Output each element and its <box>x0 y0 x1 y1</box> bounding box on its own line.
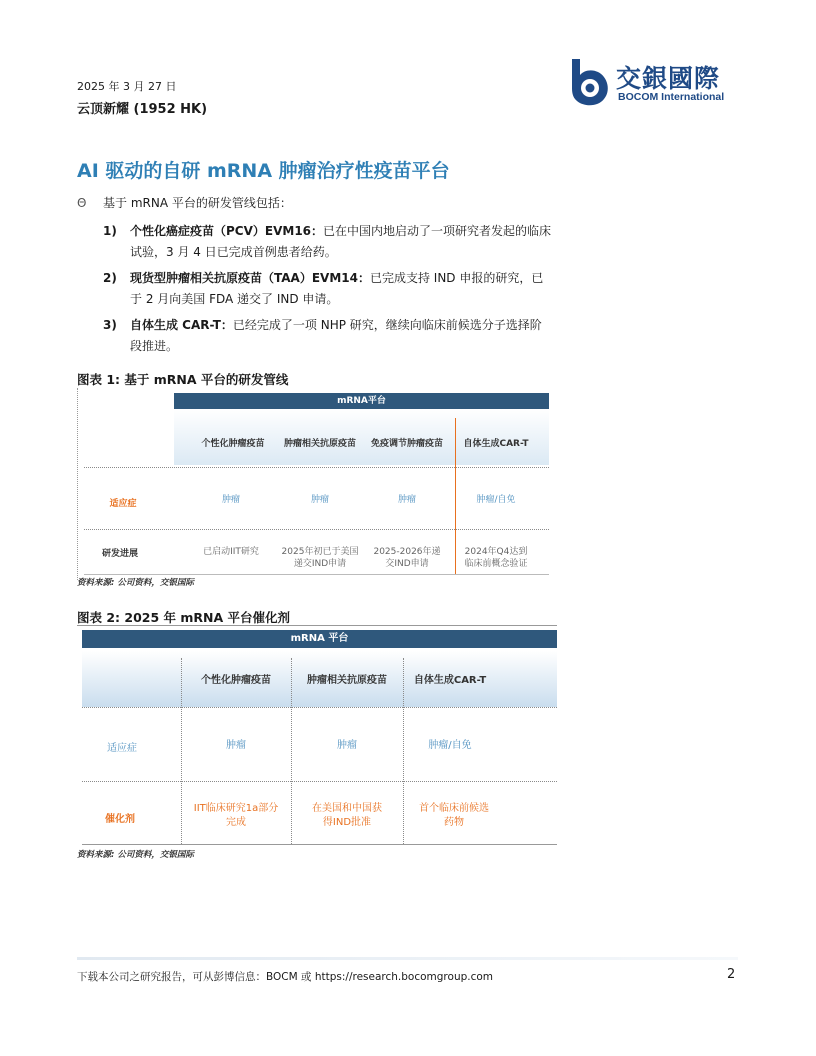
item-text: 已在中国内地启动了一项研究者发起的临床试验，3 月 4 日已完成首例患者给药。 <box>130 224 552 259</box>
catalyst-line: IIT临床研究1a部分 <box>193 803 279 814</box>
figure1-indication-cell: 肿瘤 <box>221 495 240 505</box>
figure1-platform-header: mRNA平台 <box>174 393 549 409</box>
bullet-icon: Θ <box>77 196 87 210</box>
item-heading: 个性化癌症疫苗（PCV）EVM16： <box>130 224 324 238</box>
bocom-logo <box>568 57 748 109</box>
figure1-col-header: 肿瘤相关抗原疫苗 <box>283 439 356 449</box>
figure2-col-header: 自体生成CAR-T <box>413 675 487 686</box>
figure2-catalyst-cell <box>182 802 290 830</box>
catalyst-line: 完成 <box>226 817 246 828</box>
figure1-source: 资料来源: 公司资料，交银国际 <box>77 578 194 588</box>
item-number: 2) <box>103 271 117 285</box>
figure2-platform-header: mRNA 平台 <box>82 630 557 648</box>
progress-line: 临床前概念验证 <box>464 559 528 569</box>
figure1-progress-cell <box>361 546 453 570</box>
figure2-catalyst-cell <box>404 802 504 830</box>
item-number: 1) <box>103 224 117 238</box>
pipeline-item <box>103 221 553 263</box>
item-heading: 现货型肿瘤相关抗原疫苗（TAA）EVM14： <box>130 271 370 285</box>
logo-english-name: BOCOM International <box>618 91 725 103</box>
catalyst-line: 首个临床前候选 <box>419 803 489 814</box>
progress-line: 交IND申请 <box>385 559 429 569</box>
pipeline-item <box>103 315 553 357</box>
figure1-row-label-indication: 适应症 <box>109 499 137 509</box>
figure2-bottom-rule <box>82 844 557 845</box>
pipeline-item <box>103 268 553 310</box>
item-number: 3) <box>103 318 117 332</box>
figure2-top-rule <box>77 625 557 626</box>
item-text: 已完成支持 IND 申报的研究，已于 2 月向美国 FDA 递交了 IND 申请。 <box>130 271 544 306</box>
figure2-indication-cell: 肿瘤 <box>337 740 357 751</box>
figure2-source: 资料来源: 公司资料，交银国际 <box>77 850 194 860</box>
figure2-row-label-catalyst: 催化剂 <box>105 814 135 825</box>
figure2-catalyst-cell <box>292 802 402 830</box>
figure1-indication-cell: 肿瘤/自免 <box>476 495 516 505</box>
figure1-col-header: 个性化肿瘤疫苗 <box>201 439 265 449</box>
figure2-title: 图表 2: 2025 年 mRNA 平台催化剂 <box>77 610 291 625</box>
figure1-progress-cell <box>274 546 366 570</box>
figure1-row-divider <box>84 467 549 468</box>
figure1-row-label-progress: 研发进展 <box>101 549 138 559</box>
section-title: AI 驱动的自研 mRNA 肿瘤治疗性疫苗平台 <box>77 160 450 182</box>
figure2-indication-cell: 肿瘤/自免 <box>428 740 472 751</box>
figure1-title: 图表 1: 基于 mRNA 平台的研发管线 <box>77 372 289 387</box>
logo-chinese-name: 交銀國際 <box>616 64 721 93</box>
figure1-row-divider <box>84 529 549 530</box>
item-text: 已经完成了一项 NHP 研究，继续向临床前候选分子选择阶段推进。 <box>130 318 542 353</box>
intro-line <box>77 194 292 211</box>
figure1-progress-cell <box>185 546 277 558</box>
figure2-col-header: 肿瘤相关抗原疫苗 <box>307 675 387 686</box>
catalyst-line: 在美国和中国获 <box>312 803 382 814</box>
figure1-bottom-rule <box>84 574 549 575</box>
progress-line: 2025年初已于美国 <box>281 547 359 557</box>
figure2-row-label-indication: 适应症 <box>107 743 137 754</box>
figure2-row-divider <box>82 781 557 782</box>
figure2-indication-cell: 肿瘤 <box>226 740 246 751</box>
figure1-indication-cell: 肿瘤 <box>397 495 416 505</box>
figure1-indication-cell: 肿瘤 <box>310 495 329 505</box>
figure2-row-divider <box>82 707 557 708</box>
progress-line: 递交IND申请 <box>293 559 347 569</box>
figure1-col-header: 免疫调节肿瘤疫苗 <box>370 439 443 449</box>
footer-text: 下载本公司之研究报告，可从彭博信息：BOCM 或 https://research.bocomgroup.com <box>77 971 494 983</box>
catalyst-line: 得IND批准 <box>322 817 372 828</box>
report-date: 2025 年 3 月 27 日 <box>77 80 177 93</box>
progress-line: 已启动IIT研究 <box>203 547 259 557</box>
progress-line: 2025-2026年递 <box>373 547 441 557</box>
figure2-col-header: 个性化肿瘤疫苗 <box>201 675 271 686</box>
page-number: 2 <box>727 967 736 982</box>
footer-band <box>77 957 738 960</box>
item-heading: 自体生成 CAR-T： <box>130 318 233 332</box>
catalyst-line: 药物 <box>444 817 464 828</box>
figure1-col-header: 自体生成CAR-T <box>463 439 529 449</box>
figure1-progress-cell <box>450 546 542 570</box>
company-name: 云顶新耀 (1952 HK) <box>77 102 208 117</box>
progress-line: 2024年Q4达到 <box>464 547 528 557</box>
bocom-logo-icon <box>568 57 614 107</box>
intro-text: 基于 mRNA 平台的研发管线包括： <box>103 196 292 210</box>
